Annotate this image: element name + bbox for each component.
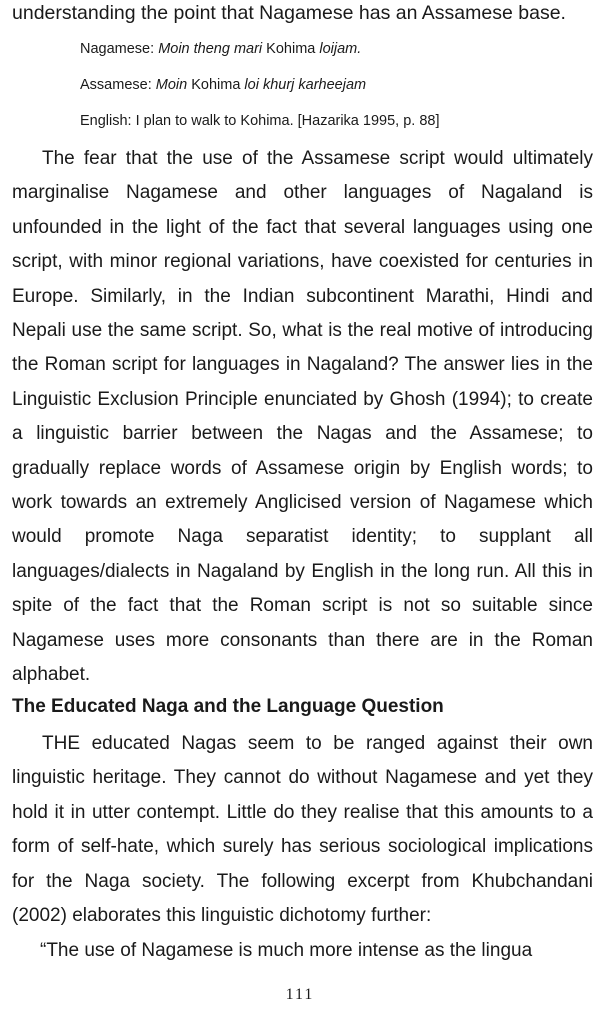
paragraph-script-motive: The fear that the use of the Assamese script would ultimately marginalise Nagamese and other languages of Nagaland is unfounded in the light of the fact that several languages using one script, with minor regional variations, have coexisted for centuries in Europe. Similarly, in the Indian subcontinent Marathi, Hindi and Nepali use the same script. So, what is the real motive of introducing the Roman script for languages in Nagaland? The answer lies in the Linguistic Exclusion Principle enunciated by Ghosh (1994); to create a linguistic barrier between the Nagas and the Assamese; to gradually replace words of Assamese origin by English words; to work towards an extremely Anglicised version of Nagamese which would promote Naga separatist identity; to supplant all languages/dialects in Nagaland by English in the long run. All this in spite of the fact that the Roman script is not so suitable since Nagamese uses more consonants than there are in the Roman alphabet.	[12, 148, 593, 686]
example-nagamese	[80, 38, 440, 74]
page-number: 111	[285, 986, 315, 1003]
continued-text-line: understanding the point that Nagamese has an Assamese base.	[12, 2, 566, 24]
example-language-label: Nagamese:	[80, 41, 159, 57]
language-examples	[80, 38, 440, 146]
example-text: Kohima	[262, 41, 320, 57]
example-language-label: Assamese:	[80, 77, 156, 93]
example-text: Kohima	[187, 77, 245, 93]
section-heading: The Educated Naga and the Language Question	[12, 696, 444, 717]
paragraph-educated-nagas: THE educated Nagas seem to be ranged against their own linguistic heritage. They cannot do without Nagamese and yet they hold it in utter contempt. Little do they realise that this amounts to a form of self-hate, which surely has serious sociological implications for the Naga society. The following excerpt from Khubchandani (2002) elaborates this linguistic dichotomy further:	[12, 733, 593, 927]
example-italic-text: loi khurj karheejam	[244, 77, 367, 93]
example-italic-text: Moin theng mari	[158, 41, 263, 57]
example-text: I plan to walk to Kohima. [Hazarika 1995, p. 88]	[135, 113, 440, 129]
quotation-start: “The use of Nagamese is much more intense as the lingua	[40, 940, 533, 961]
example-assamese	[80, 74, 440, 110]
example-italic-text: Moin	[155, 77, 188, 93]
example-italic-text: loijam.	[319, 41, 362, 57]
example-english	[80, 110, 440, 146]
example-language-label: English:	[80, 113, 136, 129]
